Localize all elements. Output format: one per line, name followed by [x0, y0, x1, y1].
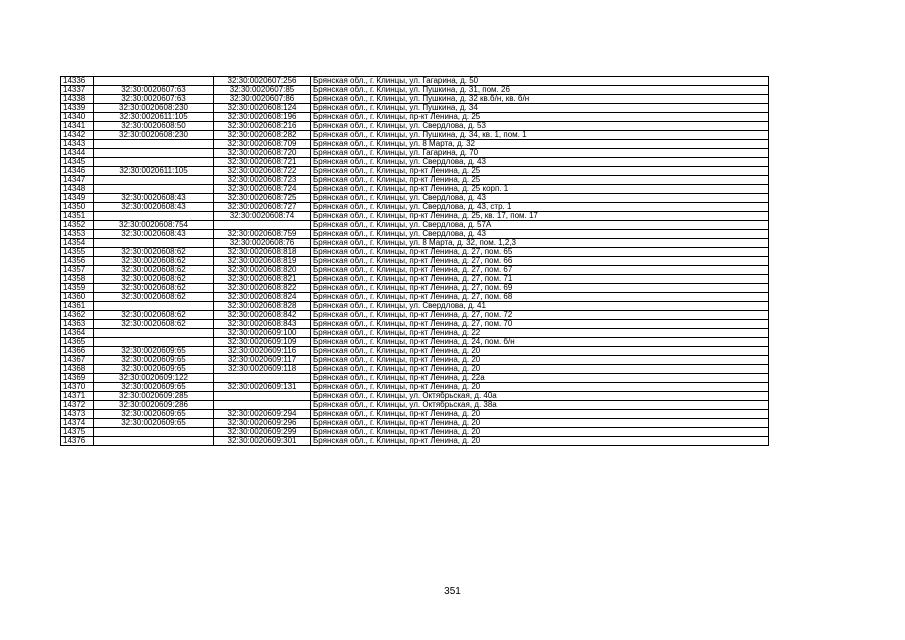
parent-cadastral-number-cell: [94, 212, 214, 221]
parent-cadastral-number-cell: 32:30:0020609:122: [94, 374, 214, 383]
row-number-cell: 14364: [61, 329, 94, 338]
address-cell: Брянская обл., г. Клинцы, пр-кт Ленина, д. 27, пом. 70: [311, 320, 769, 329]
address-cell: Брянская обл., г. Клинцы, ул. Свердлова, д. 43, стр. 1: [311, 203, 769, 212]
address-cell: Брянская обл., г. Клинцы, ул. Пушкина, д. 32 кв.б/н, кв. б/н: [311, 95, 769, 104]
table-row: [61, 131, 769, 140]
cadastral-number-cell: 32:30:0020608:824: [214, 293, 311, 302]
table-row: [61, 401, 769, 410]
parent-cadastral-number-cell: 32:30:0020609:65: [94, 347, 214, 356]
table-row: [61, 374, 769, 383]
table-row: [61, 302, 769, 311]
parent-cadastral-number-cell: [94, 338, 214, 347]
cadastral-number-cell: [214, 221, 311, 230]
table-row: [61, 140, 769, 149]
address-cell: Брянская обл., г. Клинцы, пр-кт Ленина, д. 27, пом. 72: [311, 311, 769, 320]
table-row: [61, 392, 769, 401]
table-row: [61, 212, 769, 221]
table-row: [61, 113, 769, 122]
parent-cadastral-number-cell: 32:30:0020608:62: [94, 284, 214, 293]
parent-cadastral-number-cell: 32:30:0020609:65: [94, 410, 214, 419]
address-cell: Брянская обл., г. Клинцы, ул. Свердлова, д. 43: [311, 230, 769, 239]
table-row: [61, 275, 769, 284]
parent-cadastral-number-cell: 32:30:0020609:65: [94, 383, 214, 392]
parent-cadastral-number-cell: [94, 428, 214, 437]
table-row: [61, 194, 769, 203]
parent-cadastral-number-cell: 32:30:0020607:63: [94, 86, 214, 95]
parent-cadastral-number-cell: 32:30:0020608:62: [94, 293, 214, 302]
address-cell: Брянская обл., г. Клинцы, пр-кт Ленина, д. 25 корп. 1: [311, 185, 769, 194]
parent-cadastral-number-cell: 32:30:0020608:230: [94, 104, 214, 113]
cadastral-number-cell: 32:30:0020607:86: [214, 95, 311, 104]
cadastral-number-cell: 32:30:0020608:196: [214, 113, 311, 122]
row-number-cell: 14368: [61, 365, 94, 374]
parent-cadastral-number-cell: [94, 176, 214, 185]
table-row: [61, 338, 769, 347]
cadastral-number-cell: 32:30:0020609:117: [214, 356, 311, 365]
parent-cadastral-number-cell: [94, 185, 214, 194]
address-cell: Брянская обл., г. Клинцы, ул. Пушкина, д. 34, кв. 1, пом. 1: [311, 131, 769, 140]
address-cell: Брянская обл., г. Клинцы, пр-кт Ленина, д. 27, пом. 65: [311, 248, 769, 257]
row-number-cell: 14365: [61, 338, 94, 347]
row-number-cell: 14353: [61, 230, 94, 239]
cadastral-number-cell: [214, 374, 311, 383]
row-number-cell: 14356: [61, 257, 94, 266]
parent-cadastral-number-cell: 32:30:0020608:50: [94, 122, 214, 131]
cadastral-number-cell: 32:30:0020608:721: [214, 158, 311, 167]
table-row: [61, 185, 769, 194]
row-number-cell: 14339: [61, 104, 94, 113]
row-number-cell: 14361: [61, 302, 94, 311]
table-row: [61, 158, 769, 167]
parent-cadastral-number-cell: 32:30:0020608:62: [94, 266, 214, 275]
cadastral-number-cell: 32:30:0020608:819: [214, 257, 311, 266]
row-number-cell: 14345: [61, 158, 94, 167]
table-row: [61, 428, 769, 437]
cadastral-number-cell: 32:30:0020608:124: [214, 104, 311, 113]
address-cell: Брянская обл., г. Клинцы, ул. Октябрьская, д. 38а: [311, 401, 769, 410]
row-number-cell: 14349: [61, 194, 94, 203]
cadastral-number-cell: [214, 401, 311, 410]
cadastral-number-cell: 32:30:0020608:818: [214, 248, 311, 257]
row-number-cell: 14350: [61, 203, 94, 212]
parent-cadastral-number-cell: 32:30:0020608:62: [94, 320, 214, 329]
row-number-cell: 14369: [61, 374, 94, 383]
address-cell: Брянская обл., г. Клинцы, ул. Октябрьская, д. 40а: [311, 392, 769, 401]
property-registry-table: [60, 76, 769, 446]
table-row: [61, 311, 769, 320]
address-cell: Брянская обл., г. Клинцы, ул. Свердлова, д. 43: [311, 158, 769, 167]
parent-cadastral-number-cell: 32:30:0020609:65: [94, 419, 214, 428]
address-cell: Брянская обл., г. Клинцы, пр-кт Ленина, д. 27, пом. 66: [311, 257, 769, 266]
row-number-cell: 14358: [61, 275, 94, 284]
cadastral-number-cell: 32:30:0020608:725: [214, 194, 311, 203]
address-cell: Брянская обл., г. Клинцы, ул. 8 Марта, д. 32: [311, 140, 769, 149]
address-cell: Брянская обл., г. Клинцы, пр-кт Ленина, д. 20: [311, 428, 769, 437]
table-row: [61, 149, 769, 158]
cadastral-number-cell: 32:30:0020608:74: [214, 212, 311, 221]
address-cell: Брянская обл., г. Клинцы, пр-кт Ленина, д. 20: [311, 437, 769, 446]
row-number-cell: 14360: [61, 293, 94, 302]
cadastral-number-cell: 32:30:0020607:256: [214, 77, 311, 86]
parent-cadastral-number-cell: [94, 158, 214, 167]
cadastral-number-cell: [214, 392, 311, 401]
cadastral-number-cell: 32:30:0020609:109: [214, 338, 311, 347]
table-row: [61, 95, 769, 104]
page-number: 351: [444, 586, 461, 597]
table-row: [61, 86, 769, 95]
cadastral-number-cell: 32:30:0020608:828: [214, 302, 311, 311]
parent-cadastral-number-cell: 32:30:0020609:65: [94, 365, 214, 374]
cadastral-number-cell: 32:30:0020608:723: [214, 176, 311, 185]
row-number-cell: 14340: [61, 113, 94, 122]
cadastral-number-cell: 32:30:0020608:820: [214, 266, 311, 275]
row-number-cell: 14366: [61, 347, 94, 356]
parent-cadastral-number-cell: 32:30:0020607:63: [94, 95, 214, 104]
cadastral-number-cell: 32:30:0020608:822: [214, 284, 311, 293]
table-row: [61, 104, 769, 113]
cadastral-number-cell: 32:30:0020608:709: [214, 140, 311, 149]
row-number-cell: 14348: [61, 185, 94, 194]
row-number-cell: 14363: [61, 320, 94, 329]
row-number-cell: 14371: [61, 392, 94, 401]
row-number-cell: 14359: [61, 284, 94, 293]
row-number-cell: 14372: [61, 401, 94, 410]
table-row: [61, 257, 769, 266]
address-cell: Брянская обл., г. Клинцы, ул. Свердлова, д. 43: [311, 194, 769, 203]
address-cell: Брянская обл., г. Клинцы, пр-кт Ленина, д. 24, пом. б/н: [311, 338, 769, 347]
parent-cadastral-number-cell: 32:30:0020609:286: [94, 401, 214, 410]
table-row: [61, 266, 769, 275]
table-row: [61, 347, 769, 356]
row-number-cell: 14351: [61, 212, 94, 221]
parent-cadastral-number-cell: 32:30:0020608:43: [94, 203, 214, 212]
address-cell: Брянская обл., г. Клинцы, пр-кт Ленина, д. 27, пом. 68: [311, 293, 769, 302]
registry-table-body: [61, 77, 769, 446]
table-row: [61, 167, 769, 176]
cadastral-number-cell: 32:30:0020609:100: [214, 329, 311, 338]
address-cell: Брянская обл., г. Клинцы, ул. Свердлова, д. 57А: [311, 221, 769, 230]
table-row: [61, 410, 769, 419]
cadastral-number-cell: 32:30:0020608:76: [214, 239, 311, 248]
table-row: [61, 320, 769, 329]
cadastral-number-cell: 32:30:0020608:724: [214, 185, 311, 194]
row-number-cell: 14352: [61, 221, 94, 230]
cadastral-number-cell: 32:30:0020608:722: [214, 167, 311, 176]
row-number-cell: 14355: [61, 248, 94, 257]
table-row: [61, 239, 769, 248]
row-number-cell: 14367: [61, 356, 94, 365]
address-cell: Брянская обл., г. Клинцы, пр-кт Ленина, д. 25: [311, 167, 769, 176]
row-number-cell: 14347: [61, 176, 94, 185]
cadastral-number-cell: 32:30:0020609:299: [214, 428, 311, 437]
address-cell: Брянская обл., г. Клинцы, ул. Пушкина, д. 31, пом. 26: [311, 86, 769, 95]
parent-cadastral-number-cell: 32:30:0020611:105: [94, 113, 214, 122]
address-cell: Брянская обл., г. Клинцы, пр-кт Ленина, д. 20: [311, 365, 769, 374]
cadastral-number-cell: 32:30:0020608:282: [214, 131, 311, 140]
row-number-cell: 14370: [61, 383, 94, 392]
address-cell: Брянская обл., г. Клинцы, ул. Свердлова, д. 53: [311, 122, 769, 131]
row-number-cell: 14343: [61, 140, 94, 149]
table-row: [61, 365, 769, 374]
cadastral-number-cell: 32:30:0020609:116: [214, 347, 311, 356]
cadastral-number-cell: 32:30:0020608:821: [214, 275, 311, 284]
cadastral-number-cell: 32:30:0020609:294: [214, 410, 311, 419]
parent-cadastral-number-cell: [94, 77, 214, 86]
parent-cadastral-number-cell: 32:30:0020609:285: [94, 392, 214, 401]
row-number-cell: 14376: [61, 437, 94, 446]
table-row: [61, 437, 769, 446]
row-number-cell: 14375: [61, 428, 94, 437]
parent-cadastral-number-cell: 32:30:0020609:65: [94, 356, 214, 365]
cadastral-number-cell: 32:30:0020609:301: [214, 437, 311, 446]
row-number-cell: 14336: [61, 77, 94, 86]
cadastral-number-cell: 32:30:0020608:759: [214, 230, 311, 239]
parent-cadastral-number-cell: [94, 239, 214, 248]
table-row: [61, 122, 769, 131]
row-number-cell: 14357: [61, 266, 94, 275]
cadastral-number-cell: 32:30:0020607:85: [214, 86, 311, 95]
address-cell: Брянская обл., г. Клинцы, пр-кт Ленина, д. 20: [311, 419, 769, 428]
row-number-cell: 14341: [61, 122, 94, 131]
cadastral-number-cell: 32:30:0020608:720: [214, 149, 311, 158]
parent-cadastral-number-cell: [94, 302, 214, 311]
address-cell: Брянская обл., г. Клинцы, ул. Пушкина, д. 34: [311, 104, 769, 113]
row-number-cell: 14338: [61, 95, 94, 104]
row-number-cell: 14374: [61, 419, 94, 428]
address-cell: Брянская обл., г. Клинцы, ул. Свердлова, д. 41: [311, 302, 769, 311]
address-cell: Брянская обл., г. Клинцы, ул. Гагарина, д. 50: [311, 77, 769, 86]
cadastral-number-cell: 32:30:0020609:296: [214, 419, 311, 428]
parent-cadastral-number-cell: [94, 329, 214, 338]
row-number-cell: 14373: [61, 410, 94, 419]
row-number-cell: 14346: [61, 167, 94, 176]
cadastral-number-cell: 32:30:0020608:216: [214, 122, 311, 131]
table-row: [61, 203, 769, 212]
row-number-cell: 14354: [61, 239, 94, 248]
cadastral-number-cell: 32:30:0020608:843: [214, 320, 311, 329]
address-cell: Брянская обл., г. Клинцы, пр-кт Ленина, д. 25, кв. 17, пом. 17: [311, 212, 769, 221]
address-cell: Брянская обл., г. Клинцы, пр-кт Ленина, д. 27, пом. 69: [311, 284, 769, 293]
address-cell: Брянская обл., г. Клинцы, пр-кт Ленина, д. 22а: [311, 374, 769, 383]
address-cell: Брянская обл., г. Клинцы, пр-кт Ленина, д. 20: [311, 347, 769, 356]
table-row: [61, 329, 769, 338]
table-row: [61, 77, 769, 86]
address-cell: Брянская обл., г. Клинцы, пр-кт Ленина, д. 27, пом. 67: [311, 266, 769, 275]
table-row: [61, 419, 769, 428]
row-number-cell: 14337: [61, 86, 94, 95]
table-row: [61, 284, 769, 293]
table-row: [61, 293, 769, 302]
parent-cadastral-number-cell: 32:30:0020608:754: [94, 221, 214, 230]
table-row: [61, 221, 769, 230]
row-number-cell: 14362: [61, 311, 94, 320]
table-row: [61, 176, 769, 185]
address-cell: Брянская обл., г. Клинцы, пр-кт Ленина, д. 20: [311, 356, 769, 365]
parent-cadastral-number-cell: 32:30:0020608:62: [94, 257, 214, 266]
parent-cadastral-number-cell: [94, 140, 214, 149]
table-row: [61, 230, 769, 239]
address-cell: Брянская обл., г. Клинцы, ул. Гагарина, д. 70: [311, 149, 769, 158]
row-number-cell: 14344: [61, 149, 94, 158]
table-row: [61, 356, 769, 365]
address-cell: Брянская обл., г. Клинцы, пр-кт Ленина, д. 25: [311, 176, 769, 185]
parent-cadastral-number-cell: [94, 437, 214, 446]
parent-cadastral-number-cell: 32:30:0020608:43: [94, 194, 214, 203]
address-cell: Брянская обл., г. Клинцы, пр-кт Ленина, д. 22: [311, 329, 769, 338]
parent-cadastral-number-cell: 32:30:0020608:62: [94, 248, 214, 257]
address-cell: Брянская обл., г. Клинцы, пр-кт Ленина, д. 27, пом. 71: [311, 275, 769, 284]
cadastral-number-cell: 32:30:0020608:727: [214, 203, 311, 212]
parent-cadastral-number-cell: 32:30:0020608:230: [94, 131, 214, 140]
address-cell: Брянская обл., г. Клинцы, пр-кт Ленина, д. 20: [311, 383, 769, 392]
cadastral-number-cell: 32:30:0020609:118: [214, 365, 311, 374]
address-cell: Брянская обл., г. Клинцы, пр-кт Ленина, д. 25: [311, 113, 769, 122]
row-number-cell: 14342: [61, 131, 94, 140]
address-cell: Брянская обл., г. Клинцы, ул. 8 Марта, д. 32, пом. 1,2,3: [311, 239, 769, 248]
table-row: [61, 248, 769, 257]
parent-cadastral-number-cell: 32:30:0020608:62: [94, 275, 214, 284]
parent-cadastral-number-cell: [94, 149, 214, 158]
parent-cadastral-number-cell: 32:30:0020608:43: [94, 230, 214, 239]
cadastral-number-cell: 32:30:0020609:131: [214, 383, 311, 392]
address-cell: Брянская обл., г. Клинцы, пр-кт Ленина, д. 20: [311, 410, 769, 419]
cadastral-number-cell: 32:30:0020608:842: [214, 311, 311, 320]
table-row: [61, 383, 769, 392]
parent-cadastral-number-cell: 32:30:0020608:62: [94, 311, 214, 320]
parent-cadastral-number-cell: 32:30:0020611:105: [94, 167, 214, 176]
